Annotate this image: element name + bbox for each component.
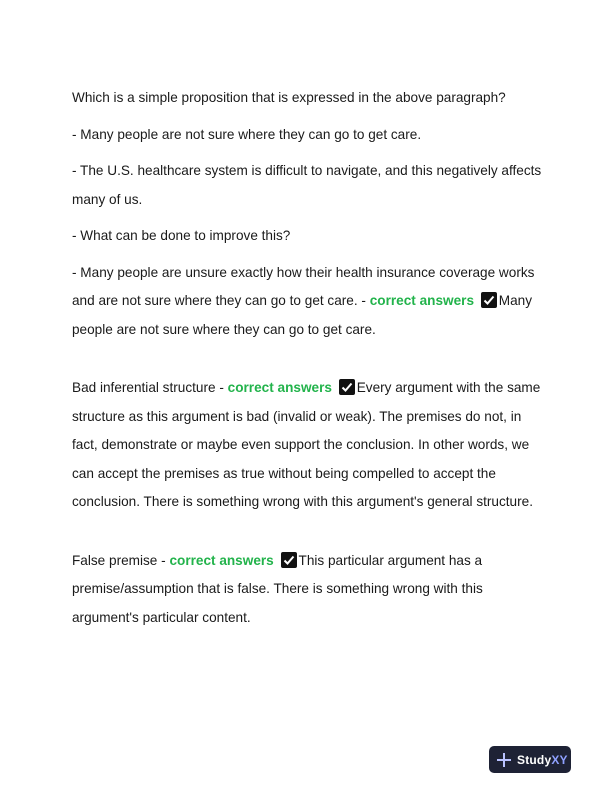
question-prompt: Which is a simple proposition that is expressed in the above paragraph? (72, 90, 506, 105)
brand-logo-text (517, 753, 568, 767)
entry-term: False premise - (72, 552, 166, 568)
entry-answer: This particular argument has a premise/assumption that is false. There is something wrong with this argument's particular content. (72, 552, 483, 625)
correct-answers-label: correct answers (227, 380, 332, 395)
correct-answers-label: correct answers (369, 293, 475, 308)
option-3: - What can be done to improve this? (72, 228, 291, 243)
studyxy-badge (489, 746, 571, 773)
brand-accent: XY (551, 752, 568, 767)
plus-icon (497, 753, 511, 767)
option-2: - The U.S. healthcare system is difficult to navigate, and this negatively affects many of us. (72, 163, 542, 207)
question-answer: Many people are not sure where they can go to get care. (72, 293, 533, 337)
option-1: - Many people are not sure where they can go to get care. (72, 126, 422, 142)
option-4: - Many people are unsure exactly how their health insurance coverage works and are not sure where they can go to get care. - (72, 264, 535, 308)
entry-false-premise (72, 547, 542, 633)
checkmark-icon (481, 292, 497, 308)
correct-answers-label: correct answers (169, 552, 274, 568)
checkmark-icon (339, 379, 355, 395)
document-body (72, 84, 542, 632)
checkmark-icon (281, 552, 297, 568)
entry-answer: Every argument with the same structure as this argument is bad (invalid or weak). The premises do not, in fact, demonstrate or maybe even support the conclusion. In other words, we can accept the premises as true without being compelled to accept the conclusion. There is something wrong with this argument's general structure. (72, 380, 541, 509)
brand-main: Study (517, 752, 552, 767)
option-4-with-answer (72, 259, 542, 345)
entry-bad-inferential-structure (72, 374, 542, 517)
entry-term: Bad inferential structure - (72, 380, 224, 395)
